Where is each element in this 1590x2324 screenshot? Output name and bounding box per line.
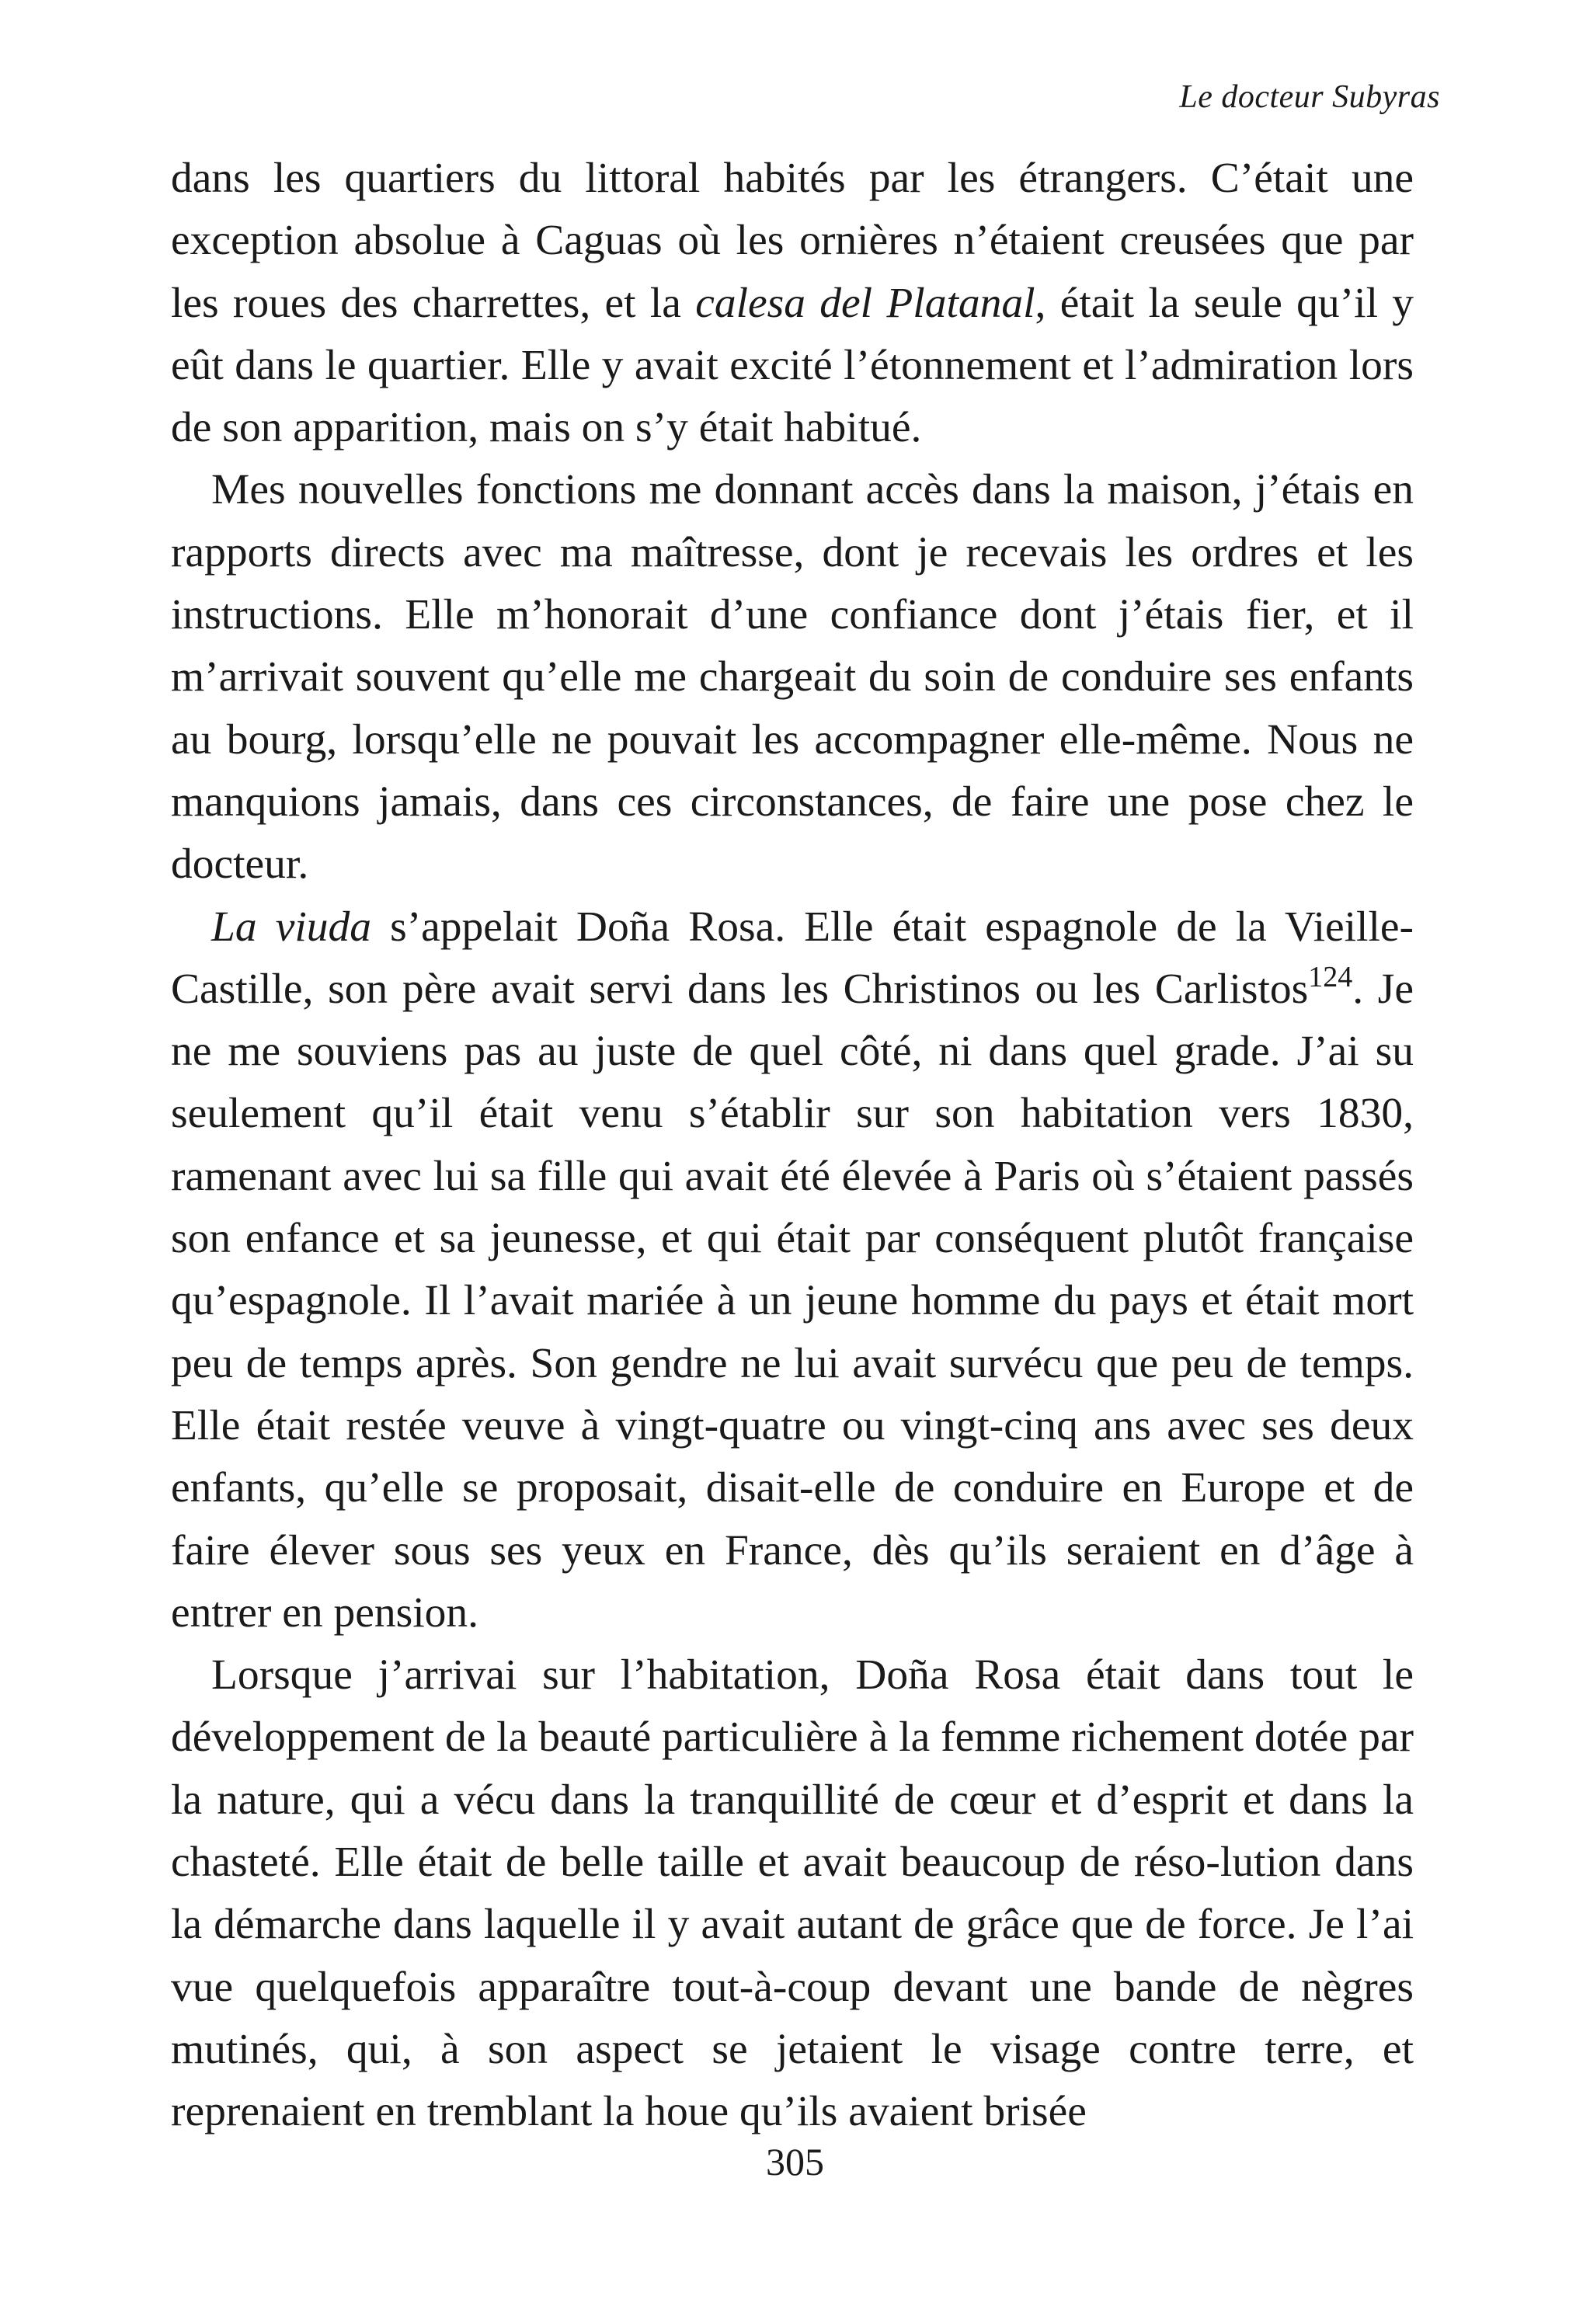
paragraph-4: Lorsque j’arrivai sur l’habitation, Doña Rosa était dans tout le développement de la beauté particulière à la femme richement dotée par la nature, qui a vécu dans la tranquillité de cœur et d’esprit et dans la chasteté. Elle était de belle taille et avait beaucoup de réso-lution dans la démarche dans laquelle il y avait autant de grâce que de force. Je l’ai vue quelquefois apparaître tout-à-coup devant une bande de nègres mutinés, qui, à son aspect se jetaient le visage contre terre, et reprenaient en tremblant la houe qu’ils avaient brisée <box>171 1651 1414 2136</box>
paragraph-3-text-a: s’appelait Doña Rosa. Elle était espagnole de la Vieille-Castille, son père avait servi dans les Christinos ou les Carlistos <box>171 903 1414 1013</box>
paragraph-1-italic: calesa del Platanal <box>695 279 1035 327</box>
footnote-reference[interactable]: 124 <box>1308 960 1353 993</box>
page-number: 305 <box>766 2140 824 2183</box>
paragraph-3 <box>171 896 1414 1645</box>
body-text <box>171 148 1414 2144</box>
running-head: Le docteur Subyras <box>1179 79 1440 115</box>
paragraph-1-text-b: , était la seule qu’il y eût dans le quartier. Elle y avait excité l’étonnement et l’admiration lors de son apparition, mais on s’y était habitué. <box>171 279 1414 452</box>
paragraph-1-text-a: dans les quartiers du littoral habités par les étrangers. C’était une exception absolue à Caguas où les ornières n’étaient creusées que par les roues des charrettes, et la <box>171 155 1414 327</box>
paragraph-3-text-b: . Je ne me souviens pas au juste de quel côté, ni dans quel grade. J’ai su seulement qu’il était venu s’établir sur son habitation vers 1830, ramenant avec lui sa fille qui avait été élevée à Paris où s’étaient passés son enfance et sa jeunesse, et qui était par conséquent plutôt française qu’espagnole. Il l’avait mariée à un jeune homme du pays et était mort peu de temps après. Son gendre ne lui avait survécu que peu de temps. Elle était restée veuve à vingt-quatre ou vingt-cinq ans avec ses deux enfants, qu’elle se proposait, disait-elle de conduire en Europe et de faire élever sous ses yeux en France, dès qu’ils seraient en d’âge à entrer en pension. <box>171 965 1414 1637</box>
paragraph-3-italic: La viuda <box>211 903 372 951</box>
paragraph-2: Mes nouvelles fonctions me donnant accès dans la maison, j’étais en rapports directs avec ma maîtresse, dont je recevais les ordres et les instructions. Elle m’honorait d’une confiance dont j’étais fier, et il m’arrivait souvent qu’elle me chargeait du soin de conduire ses enfants au bourg, lorsqu’elle ne pouvait les accompagner elle-même. Nous ne manquions jamais, dans ces circonstances, de faire une pose chez le docteur. <box>171 466 1414 889</box>
paragraph-1 <box>171 148 1414 459</box>
